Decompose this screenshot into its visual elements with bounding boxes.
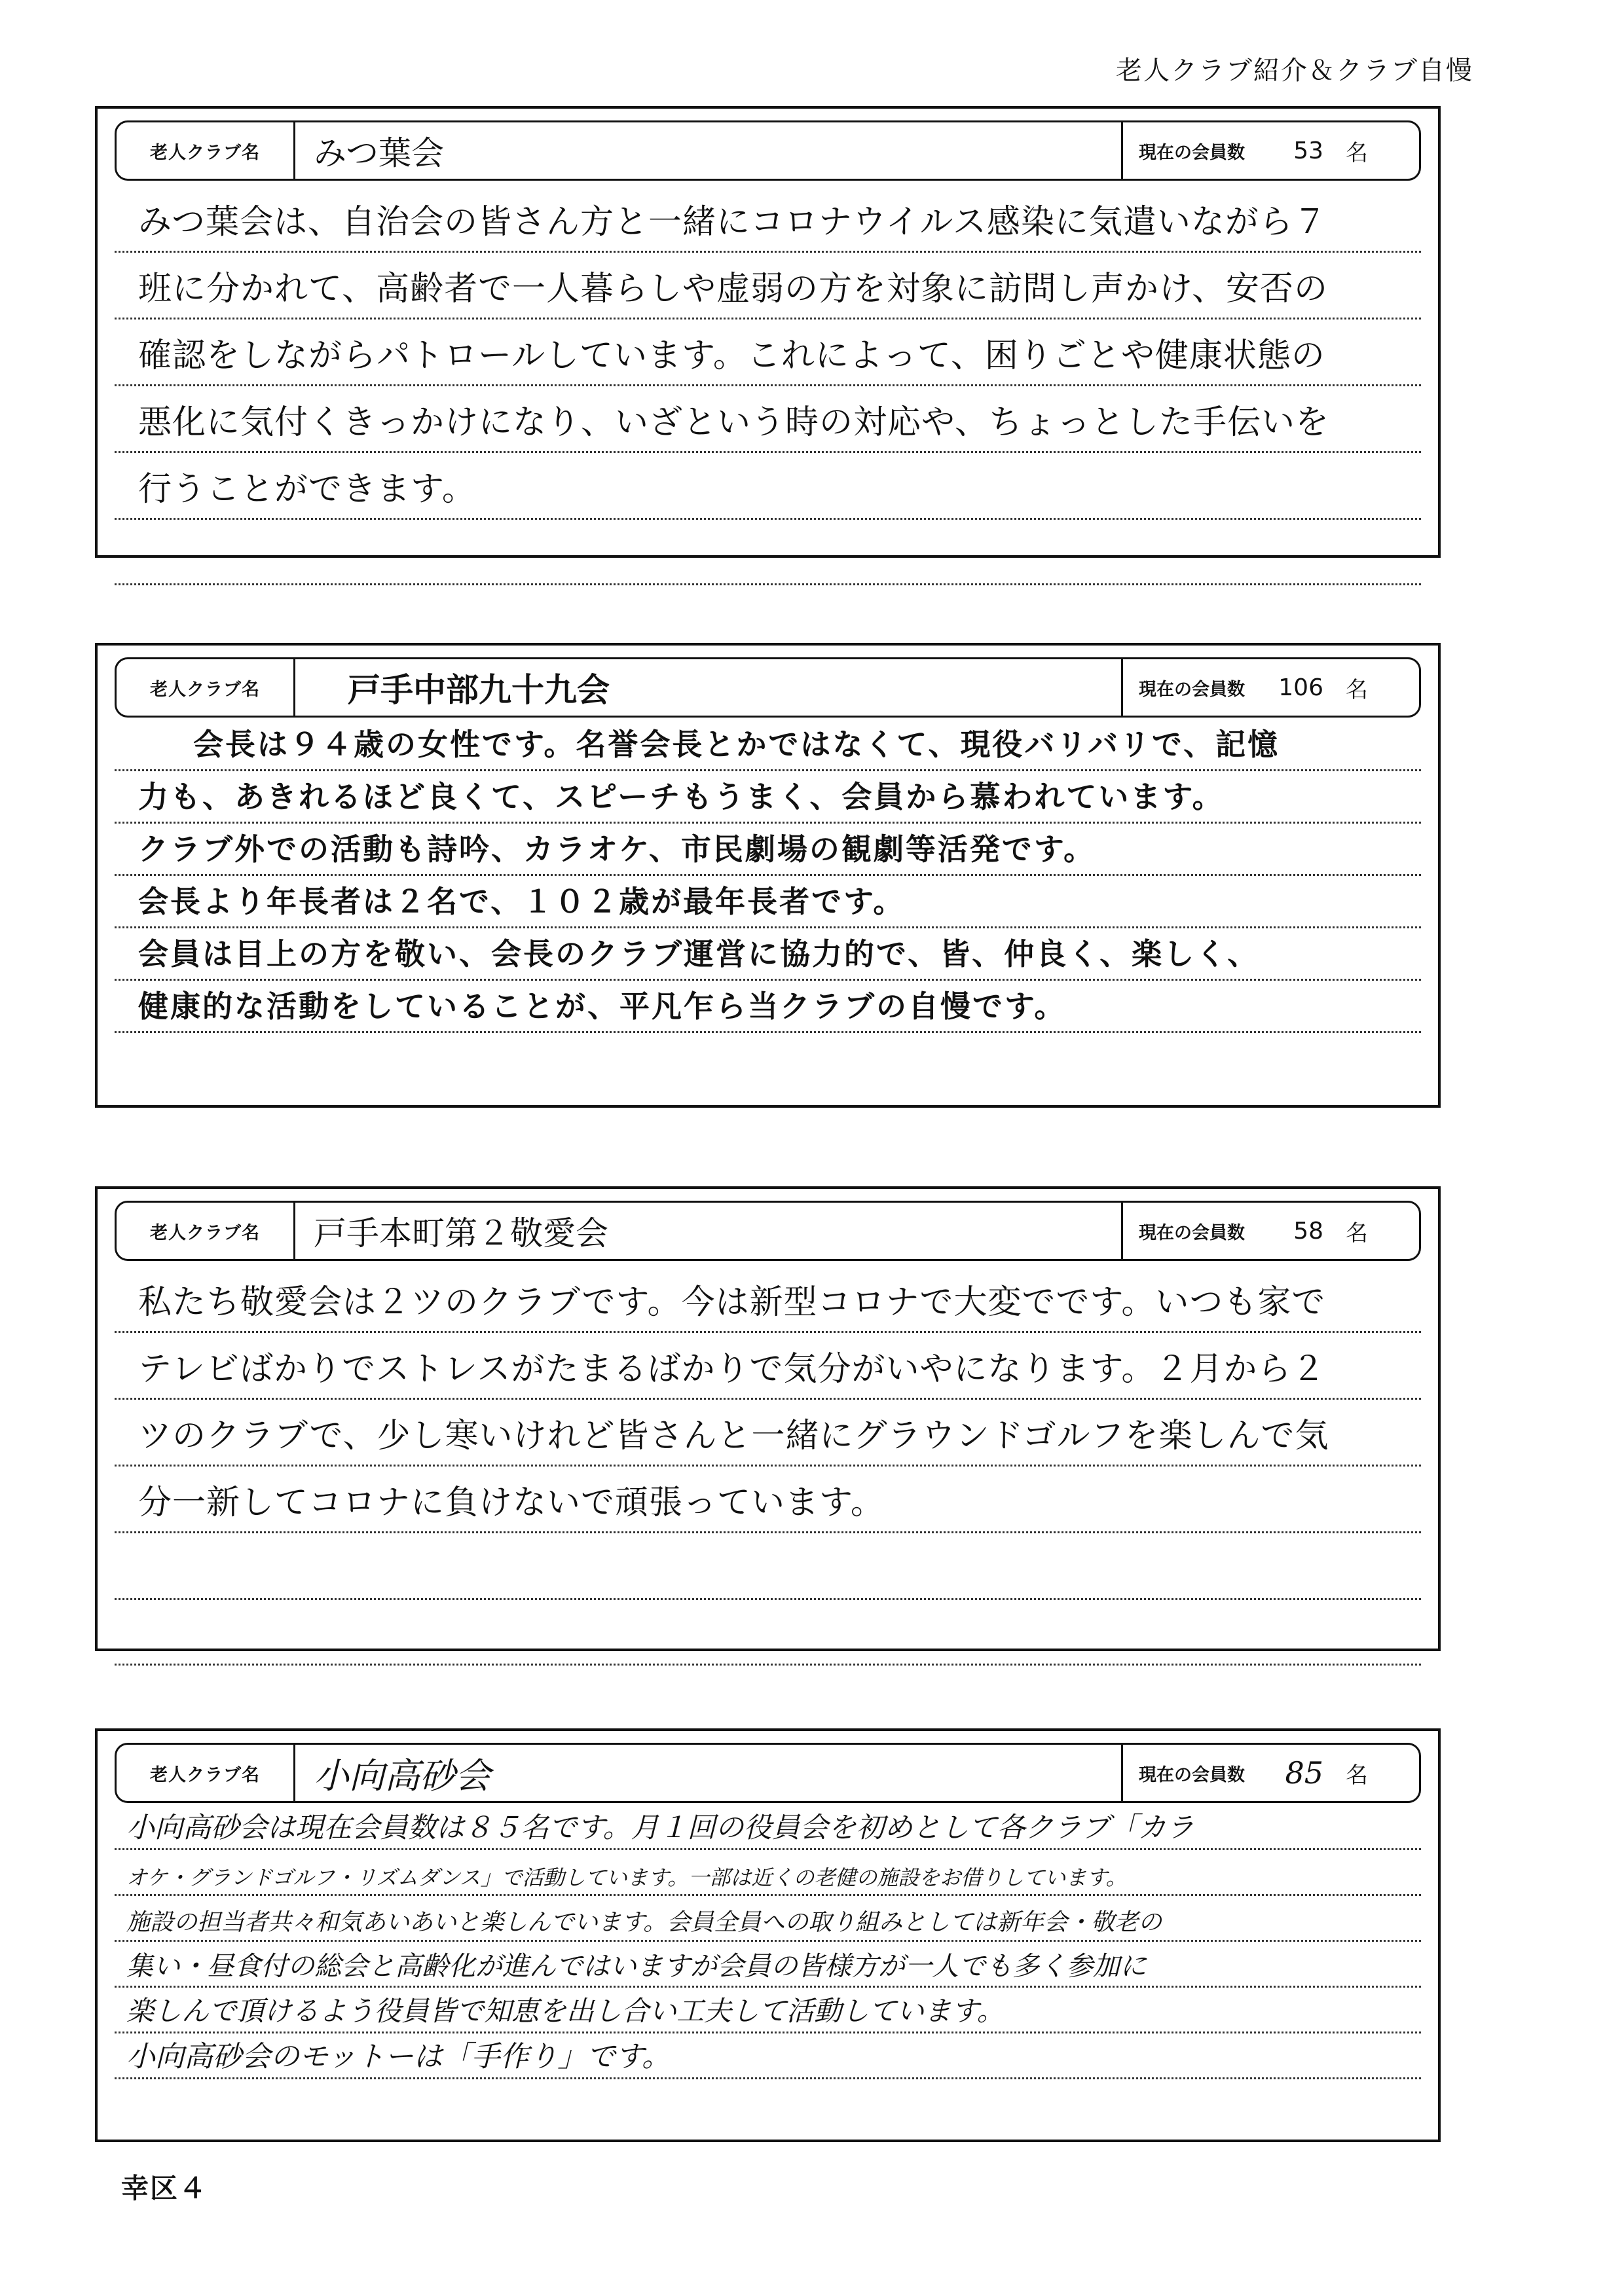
member-count-label: 現在の会員数 [1139, 679, 1245, 700]
member-count-box [1121, 659, 1419, 716]
page-footer: 幸区４ [121, 2172, 208, 2204]
description-line: 会長は９４歳の女性です。名誉会長とかではなくて、現役バリバリで、記憶 [115, 719, 1421, 771]
member-count-box [1121, 122, 1419, 179]
description-line: 確認をしながらパトロールしています。これによって、困りごとや健康状態の [115, 319, 1421, 386]
club-card-4 [95, 1728, 1441, 2142]
member-count: 85 [1285, 1755, 1323, 1791]
description-line [115, 1533, 1421, 1600]
club-header [115, 657, 1421, 718]
description-line: 力も、あきれるほど良くて、スピーチもうまく、会員から慕われています。 [115, 771, 1421, 824]
member-count-label: 現在の会員数 [1139, 1764, 1245, 1785]
member-count-unit: 名 [1346, 1220, 1368, 1247]
club-name: 戸手本町第２敬愛会 [314, 1214, 608, 1252]
description-line: 私たち敬愛会は２ツのクラブです。今は新型コロナで大変でです。いつも家で [115, 1266, 1421, 1333]
description-line: テレビばかりでストレスがたまるばかりで気分がいやになります。２月から２ [115, 1333, 1421, 1400]
description-line: 健康的な活動をしていることが、平凡乍ら当クラブの自慢です。 [115, 981, 1421, 1033]
description-line [115, 1600, 1421, 1666]
description-line: 分一新してコロナに負けないで頑張っています。 [115, 1467, 1421, 1533]
club-description [115, 1266, 1421, 1666]
description-line: 小向高砂会のモットーは「手作り」です。 [115, 2033, 1421, 2079]
member-count: 58 [1293, 1217, 1323, 1245]
club-card-1 [95, 106, 1441, 558]
club-description [115, 1804, 1421, 2079]
description-line: 楽しんで頂けるよう役員皆で知恵を出し合い工夫して活動しています。 [115, 1988, 1421, 2033]
description-line: 集い・昼食付の総会と高齢化が進んではいますが会員の皆様方が一人でも多く参加に [115, 1942, 1421, 1988]
description-line: みつ葉会は、自治会の皆さん方と一緒にコロナウイルス感染に気遣いながら７ [115, 186, 1421, 253]
member-count-box [1121, 1203, 1419, 1259]
description-line: 会長より年長者は２名で、１０２歳が最年長者です。 [115, 876, 1421, 928]
club-name-label: 老人クラブ名 [117, 659, 295, 716]
member-count-unit: 名 [1346, 1762, 1368, 1789]
club-header [115, 1201, 1421, 1261]
member-count-unit: 名 [1346, 676, 1368, 703]
member-count: 53 [1293, 137, 1323, 164]
member-count-label: 現在の会員数 [1139, 142, 1245, 163]
club-name-label: 老人クラブ名 [117, 1203, 295, 1259]
description-line: ツのクラブで、少し寒いけれど皆さんと一緒にグラウンドゴルフを楽しんで気 [115, 1400, 1421, 1467]
club-name: 小向高砂会 [314, 1755, 490, 1796]
description-line: 行うことができます。 [115, 453, 1421, 520]
description-line: 施設の担当者共々和気あいあいと楽しんでいます。会員全員への取り組みとしては新年会・敬老の [115, 1896, 1421, 1942]
member-count-label: 現在の会員数 [1139, 1222, 1245, 1243]
description-line: 悪化に気付くきっかけになり、いざという時の対応や、ちょっとした手伝いを [115, 386, 1421, 453]
club-name: 戸手中部九十九会 [348, 671, 610, 709]
description-line [115, 520, 1421, 585]
club-description [115, 186, 1421, 585]
club-description [115, 719, 1421, 1033]
member-count: 106 [1278, 674, 1323, 701]
description-line: オケ・グランドゴルフ・リズムダンス」で活動しています。一部は近くの老健の施設をお借りしています。 [115, 1850, 1421, 1896]
club-name-label: 老人クラブ名 [117, 1745, 295, 1801]
club-header [115, 120, 1421, 181]
club-header [115, 1743, 1421, 1803]
club-card-2 [95, 643, 1441, 1108]
description-line: クラブ外での活動も詩吟、カラオケ、市民劇場の観劇等活発です。 [115, 824, 1421, 876]
club-name-label: 老人クラブ名 [117, 122, 295, 179]
description-line: 班に分かれて、高齢者で一人暮らしや虚弱の方を対象に訪問し声かけ、安否の [115, 253, 1421, 319]
member-count-box [1121, 1745, 1419, 1801]
member-count-unit: 名 [1346, 139, 1368, 166]
description-line: 会員は目上の方を敬い、会長のクラブ運営に協力的で、皆、仲良く、楽しく、 [115, 928, 1421, 981]
club-card-3 [95, 1186, 1441, 1651]
club-name: みつ葉会 [314, 134, 444, 172]
description-line: 小向高砂会は現在会員数は８５名です。月１回の役員会を初めとして各クラブ「カラ [115, 1804, 1421, 1850]
page-title: 老人クラブ紹介＆クラブ自慢 [1116, 56, 1473, 86]
